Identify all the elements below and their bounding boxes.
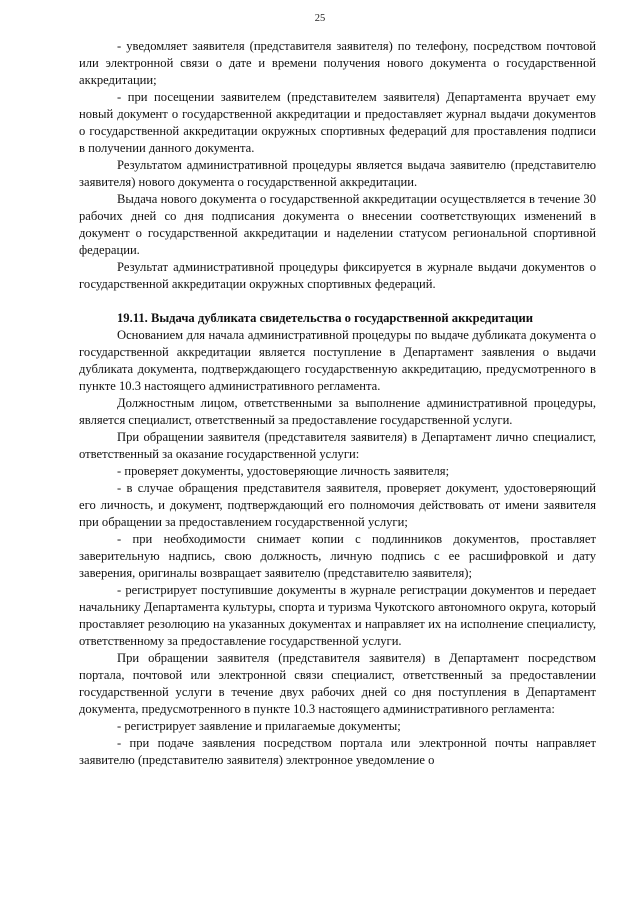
paragraph-hand-over-document: - при посещении заявителем (представителем заявителя) Департамента вручает ему новый документ о государственной аккредитации и предоставляет журнал выдачи документов о государственной аккредитации окружных спортивных федераций для проставления подписи в получении данного документа. xyxy=(79,90,596,155)
paragraph-issue-term: Выдача нового документа о государственной аккредитации осуществляется в течение 30 рабочих дней со дня подписания документа о внесении соответствующих изменений в документ о государственной аккредитации и наделении статусом региональной спортивной федерации. xyxy=(79,192,596,257)
paragraph-grounds: Основанием для начала административной процедуры по выдаче дубликата документа о государственной аккредитации является поступление в Департамент заявления о выдачи дубликата документа, подтверждающего государственную аккредитацию, предусмотренного в пункте 10.3 настоящего административного регламента. xyxy=(79,328,596,393)
list-item-register-application: - регистрирует заявление и прилагаемые документы; xyxy=(117,719,401,733)
paragraph-notify-applicant: - уведомляет заявителя (представителя заявителя) по телефону, посредством почтовой или электронной связи о дате и времени получения нового документа о государственной аккредитации; xyxy=(79,39,596,87)
paragraph-in-person-request: При обращении заявителя (представителя заявителя) в Департамент лично специалист, ответственный за оказание государственной услуги: xyxy=(79,430,596,461)
section-gap xyxy=(79,293,596,310)
list-item-check-representative: - в случае обращения представителя заявителя, проверяет документ, удостоверяющий его личность, и документ, подтверждающий его полномочия действовать от имени заявителя при обращении за предоставлением государственной услуги; xyxy=(79,481,596,529)
section-heading: 19.11. Выдача дубликата свидетельства о государственной аккредитации xyxy=(117,311,534,325)
paragraph-procedure-result: Результатом административной процедуры является выдача заявителю (представителю заявителя) нового документа о государственной аккредитации. xyxy=(79,158,596,189)
list-item-send-notification: - при подаче заявления посредством портала или электронной почты направляет заявителю (представителю заявителя) электронное уведомление о xyxy=(79,736,596,767)
list-item-check-identity: - проверяет документы, удостоверяющие личность заявителя; xyxy=(117,464,450,478)
list-item-register-documents: - регистрирует поступившие документы в журнале регистрации документов и передает начальнику Департамента культуры, спорта и туризма Чукотского автономного округа, который проставляет резолюцию на указанных документах и направляет их на исполнение специалисту, ответственному за предоставление государственной услуги. xyxy=(79,583,596,648)
paragraph-result-recorded: Результат административной процедуры фиксируется в журнале выдачи документов о государственной аккредитации окружных спортивных федераций. xyxy=(79,260,596,291)
list-item-make-copies: - при необходимости снимает копии с подлинников документов, проставляет заверительную надпись, свою должность, личную подпись с ее расшифровкой и дату заверения, оригиналы возвращает заявителю (представителю заявителя); xyxy=(79,532,596,580)
paragraph-responsible-official: Должностным лицом, ответственными за выполнение административной процедуры, является специалист, ответственный за предоставление государственной услуги. xyxy=(79,396,596,427)
page-number: 25 xyxy=(314,13,326,24)
document-body xyxy=(79,38,596,769)
paragraph-remote-request: При обращении заявителя (представителя заявителя) в Департамент посредством портала, почтовой или электронной связи специалист, ответственный за предоставлении государственной услуги в течение двух рабочих дней со дня поступления в Департамент документа, предусмотренного в пункте 10.3 настоящего административного регламента: xyxy=(79,651,596,716)
